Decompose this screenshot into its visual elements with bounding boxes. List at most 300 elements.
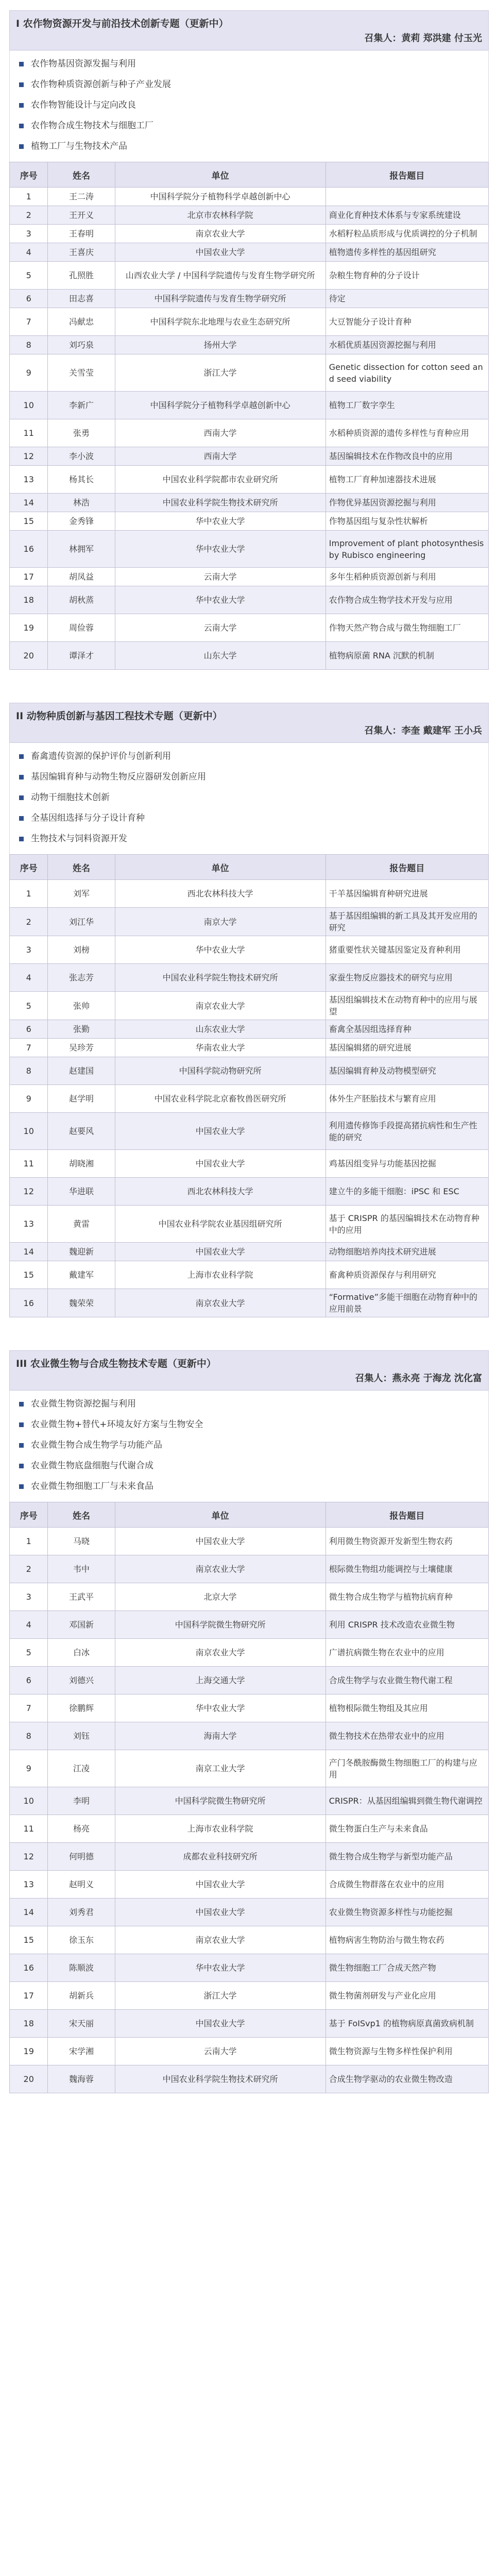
square-bullet-icon xyxy=(19,1464,24,1468)
square-bullet-icon xyxy=(19,62,24,66)
row-number: 13 xyxy=(10,1871,48,1899)
speaker-unit: 南京工业大学 xyxy=(115,1750,325,1787)
speaker-unit: 华中农业大学 xyxy=(115,1954,325,1982)
row-number: 8 xyxy=(10,336,48,354)
row-number: 4 xyxy=(10,1611,48,1639)
session-section xyxy=(9,10,489,670)
report-title: Improvement of plant photosynthesis by Rubisco engineering xyxy=(325,531,488,568)
speaker-name: 赵学明 xyxy=(48,1085,115,1113)
speaker-unit: 南京大学 xyxy=(115,908,325,936)
speaker-name: 宋天丽 xyxy=(48,2010,115,2038)
speaker-unit: 北京大学 xyxy=(115,1583,325,1611)
speaker-name: 王武平 xyxy=(48,1583,115,1611)
row-number: 13 xyxy=(10,1206,48,1243)
speaker-name: 戴建军 xyxy=(48,1261,115,1289)
report-title: 合成生物学驱动的农业微生物改造 xyxy=(325,2065,488,2093)
table-row xyxy=(10,1057,489,1085)
report-title: 植物工厂育种加速器技术进展 xyxy=(325,466,488,494)
square-bullet-icon xyxy=(19,1443,24,1448)
table-row xyxy=(10,1583,489,1611)
speaker-name: 张帅 xyxy=(48,992,115,1020)
section-convener: 召集人：黄莉 郑洪建 付玉光 xyxy=(364,33,482,44)
row-number: 6 xyxy=(10,290,48,308)
row-number: 15 xyxy=(10,1261,48,1289)
topic-text: 农业微生物资源挖掘与利用 xyxy=(31,1399,136,1409)
report-title: 动物细胞培养肉技术研究进展 xyxy=(325,1243,488,1261)
row-number: 1 xyxy=(10,880,48,908)
row-number: 11 xyxy=(10,1815,48,1843)
report-title: 微生物菌剂研发与产业化应用 xyxy=(325,1982,488,2010)
row-number: 5 xyxy=(10,992,48,1020)
row-number: 17 xyxy=(10,1982,48,2010)
table-row xyxy=(10,1871,489,1899)
speaker-name: 周俭蓉 xyxy=(48,614,115,642)
speaker-name: 吴珍芳 xyxy=(48,1039,115,1057)
table-row xyxy=(10,880,489,908)
table-row xyxy=(10,1750,489,1787)
speaker-name: 刘钰 xyxy=(48,1722,115,1750)
topic-text: 全基因组选择与分子设计育种 xyxy=(31,813,145,823)
header-number: 序号 xyxy=(10,1502,48,1528)
row-number: 1 xyxy=(10,188,48,206)
topic-list xyxy=(9,1391,489,1502)
table-row xyxy=(10,290,489,308)
speaker-unit: 南京农业大学 xyxy=(115,1289,325,1317)
speaker-unit: 华中农业大学 xyxy=(115,531,325,568)
report-title: 建立牛的多能干细胞：iPSC 和 ESC xyxy=(325,1178,488,1206)
speaker-unit: 中国农业科学院北京畜牧兽医研究所 xyxy=(115,1085,325,1113)
topic-item xyxy=(19,746,482,767)
topic-text: 畜禽遗传资源的保护评价与创新利用 xyxy=(31,751,171,761)
speaker-table xyxy=(9,1502,489,2093)
header-unit: 单位 xyxy=(115,855,325,880)
topic-item xyxy=(19,1394,482,1414)
row-number: 18 xyxy=(10,586,48,614)
topic-item xyxy=(19,1476,482,1497)
row-number: 16 xyxy=(10,1954,48,1982)
report-title: 猪重要性状关键基因鉴定及育种利用 xyxy=(325,936,488,964)
speaker-unit: 中国科学院遗传与发育生物学研究所 xyxy=(115,290,325,308)
report-title: 水稻种质资源的遗传多样性与育种应用 xyxy=(325,419,488,447)
table-row xyxy=(10,206,489,225)
table-row xyxy=(10,1667,489,1694)
table-row xyxy=(10,2038,489,2065)
report-title: 植物遗传多样性的基因组研究 xyxy=(325,243,488,262)
row-number: 2 xyxy=(10,206,48,225)
section-header xyxy=(9,703,489,743)
topic-item xyxy=(19,1455,482,1476)
row-number: 15 xyxy=(10,512,48,531)
report-title: 微生物合成生物学与新型功能产品 xyxy=(325,1843,488,1871)
row-number: 16 xyxy=(10,1289,48,1317)
header-name: 姓名 xyxy=(48,162,115,188)
table-row xyxy=(10,419,489,447)
row-number: 10 xyxy=(10,392,48,419)
topic-text: 农业微生物细胞工厂与未来食品 xyxy=(31,1481,153,1492)
row-number: 20 xyxy=(10,642,48,670)
table-row xyxy=(10,447,489,466)
row-number: 12 xyxy=(10,1178,48,1206)
report-title: 水稻籽粒品质形成与优质调控的分子机制 xyxy=(325,225,488,243)
table-row xyxy=(10,262,489,290)
row-number: 9 xyxy=(10,1750,48,1787)
row-number: 10 xyxy=(10,1113,48,1150)
table-header-row xyxy=(10,1502,489,1528)
section-title: I 农作物资源开发与前沿技术创新专题（更新中） xyxy=(16,18,229,29)
speaker-name: 魏迎新 xyxy=(48,1243,115,1261)
speaker-name: 杨亮 xyxy=(48,1815,115,1843)
report-title: 水稻优质基因资源挖掘与利用 xyxy=(325,336,488,354)
speaker-name: 王春明 xyxy=(48,225,115,243)
speaker-name: 刘榜 xyxy=(48,936,115,964)
speaker-name: 张勇 xyxy=(48,419,115,447)
report-title: 作物天然产物合成与微生物细胞工厂 xyxy=(325,614,488,642)
speaker-unit: 中国农业大学 xyxy=(115,1243,325,1261)
header-topic: 报告题目 xyxy=(325,162,488,188)
speaker-unit: 成都农业科技研究所 xyxy=(115,1843,325,1871)
row-number: 4 xyxy=(10,964,48,992)
speaker-table xyxy=(9,162,489,670)
row-number: 8 xyxy=(10,1057,48,1085)
report-title: 商业化育种技术体系与专家系统建设 xyxy=(325,206,488,225)
speaker-unit: 南京农业大学 xyxy=(115,992,325,1020)
row-number: 13 xyxy=(10,466,48,494)
row-number: 18 xyxy=(10,2010,48,2038)
row-number: 1 xyxy=(10,1528,48,1555)
speaker-unit: 中国科学院微生物研究所 xyxy=(115,1611,325,1639)
square-bullet-icon xyxy=(19,124,24,128)
report-title: 利用微生物资源开发新型生物农药 xyxy=(325,1528,488,1555)
table-row xyxy=(10,908,489,936)
speaker-unit: 西北农林科技大学 xyxy=(115,880,325,908)
row-number: 12 xyxy=(10,1843,48,1871)
speaker-unit: 华中农业大学 xyxy=(115,936,325,964)
speaker-unit: 山西农业大学 / 中国科学院遗传与发育生物学研究所 xyxy=(115,262,325,290)
table-row xyxy=(10,1206,489,1243)
speaker-name: 刘军 xyxy=(48,880,115,908)
section-title: II 动物种质创新与基因工程技术专题（更新中） xyxy=(16,710,222,722)
table-row xyxy=(10,1787,489,1815)
row-number: 3 xyxy=(10,936,48,964)
table-row xyxy=(10,1178,489,1206)
speaker-name: 李新广 xyxy=(48,392,115,419)
report-title: 基于 CRISPR 的基因编辑技术在动物育种中的应用 xyxy=(325,1206,488,1243)
speaker-name: 李明 xyxy=(48,1787,115,1815)
report-title: 干羊基因编辑育种研究进展 xyxy=(325,880,488,908)
report-title: 农业微生物资源多样性与功能挖掘 xyxy=(325,1899,488,1926)
square-bullet-icon xyxy=(19,754,24,759)
report-title: 杂粮生物育种的分子设计 xyxy=(325,262,488,290)
speaker-name: 杨其长 xyxy=(48,466,115,494)
speaker-name: 徐玉东 xyxy=(48,1926,115,1954)
table-row xyxy=(10,466,489,494)
speaker-unit: 中国科学院微生物研究所 xyxy=(115,1787,325,1815)
row-number: 9 xyxy=(10,1085,48,1113)
section-header xyxy=(9,1350,489,1391)
topic-text: 农作物基因资源发掘与利用 xyxy=(31,59,136,69)
topic-text: 生物技术与饲料资源开发 xyxy=(31,834,127,844)
topic-item xyxy=(19,1414,482,1435)
topic-item xyxy=(19,74,482,95)
table-row xyxy=(10,494,489,512)
row-number: 5 xyxy=(10,1639,48,1667)
topic-item xyxy=(19,95,482,115)
row-number: 3 xyxy=(10,1583,48,1611)
report-title: 微生物资源与生物多样性保护利用 xyxy=(325,2038,488,2065)
report-title: 微生物细胞工厂合成天然产物 xyxy=(325,1954,488,1982)
speaker-unit: 中国农业大学 xyxy=(115,1899,325,1926)
table-row xyxy=(10,243,489,262)
table-row xyxy=(10,936,489,964)
speaker-unit: 中国科学院东北地理与农业生态研究所 xyxy=(115,308,325,336)
table-row xyxy=(10,586,489,614)
table-header-row xyxy=(10,855,489,880)
header-unit: 单位 xyxy=(115,162,325,188)
speaker-name: 林浩 xyxy=(48,494,115,512)
topic-text: 农业微生物底盘细胞与代谢合成 xyxy=(31,1461,153,1471)
row-number: 2 xyxy=(10,1555,48,1583)
speaker-name: 白冰 xyxy=(48,1639,115,1667)
table-row xyxy=(10,1843,489,1871)
speaker-unit: 南京农业大学 xyxy=(115,1926,325,1954)
speaker-name: 刘秀君 xyxy=(48,1899,115,1926)
speaker-table xyxy=(9,854,489,1317)
section-convener: 召集人：李奎 戴建军 王小兵 xyxy=(364,725,482,736)
report-title: 微生物合成生物学与植物抗病育种 xyxy=(325,1583,488,1611)
topic-text: 农作物智能设计与定向改良 xyxy=(31,100,136,110)
topic-item xyxy=(19,54,482,74)
table-row xyxy=(10,1815,489,1843)
row-number: 6 xyxy=(10,1667,48,1694)
report-title: 植物根际微生物组及其应用 xyxy=(325,1694,488,1722)
section-header xyxy=(9,10,489,50)
table-row xyxy=(10,1611,489,1639)
speaker-name: 黄雷 xyxy=(48,1206,115,1243)
row-number: 3 xyxy=(10,225,48,243)
report-title: 植物病原菌 RNA 沉默的机制 xyxy=(325,642,488,670)
row-number: 15 xyxy=(10,1926,48,1954)
square-bullet-icon xyxy=(19,144,24,149)
table-row xyxy=(10,1243,489,1261)
table-row xyxy=(10,1694,489,1722)
speaker-unit: 华中农业大学 xyxy=(115,586,325,614)
speaker-name: 赵要风 xyxy=(48,1113,115,1150)
report-title: 作物基因组与复杂性状解析 xyxy=(325,512,488,531)
speaker-unit: 海南大学 xyxy=(115,1722,325,1750)
row-number: 20 xyxy=(10,2065,48,2093)
speaker-unit: 华中农业大学 xyxy=(115,1694,325,1722)
speaker-unit: 云南大学 xyxy=(115,568,325,586)
report-title: 家蚕生物反应器技术的研究与应用 xyxy=(325,964,488,992)
speaker-name: 韦中 xyxy=(48,1555,115,1583)
topic-item xyxy=(19,136,482,157)
speaker-name: 张志芳 xyxy=(48,964,115,992)
speaker-name: 关雪莹 xyxy=(48,354,115,392)
topic-item xyxy=(19,808,482,828)
square-bullet-icon xyxy=(19,103,24,108)
header-topic: 报告题目 xyxy=(325,1502,488,1528)
table-row xyxy=(10,992,489,1020)
speaker-unit: 西南大学 xyxy=(115,447,325,466)
row-number: 4 xyxy=(10,243,48,262)
report-title: 合成微生物群落在农业中的应用 xyxy=(325,1871,488,1899)
speaker-unit: 浙江大学 xyxy=(115,1982,325,2010)
speaker-name: 胡凤益 xyxy=(48,568,115,586)
speaker-unit: 中国农业大学 xyxy=(115,1528,325,1555)
speaker-name: 王开义 xyxy=(48,206,115,225)
square-bullet-icon xyxy=(19,837,24,841)
report-title: CRISPR：从基因组编辑到微生物代谢调控 xyxy=(325,1787,488,1815)
speaker-unit: 华南农业大学 xyxy=(115,1039,325,1057)
table-row xyxy=(10,1982,489,2010)
table-row xyxy=(10,1039,489,1057)
session-section xyxy=(9,1350,489,2093)
table-row xyxy=(10,614,489,642)
row-number: 11 xyxy=(10,1150,48,1178)
topic-text: 动物干细胞技术创新 xyxy=(31,792,110,803)
report-title: 植物病害生物防治与微生物农药 xyxy=(325,1926,488,1954)
speaker-name: 李小波 xyxy=(48,447,115,466)
row-number: 14 xyxy=(10,1243,48,1261)
speaker-unit: 扬州大学 xyxy=(115,336,325,354)
report-title: Genetic dissection for cotton seed and seed viability xyxy=(325,354,488,392)
report-title: 基于 FoISvp1 的植物病原真菌致病机制 xyxy=(325,2010,488,2038)
speaker-unit: 中国农业大学 xyxy=(115,243,325,262)
speaker-name: 王喜庆 xyxy=(48,243,115,262)
speaker-name: 孔照胜 xyxy=(48,262,115,290)
report-title: 产门冬酰胺酶微生物细胞工厂的构建与应用 xyxy=(325,1750,488,1787)
speaker-unit: 云南大学 xyxy=(115,2038,325,2065)
speaker-name: 邓国新 xyxy=(48,1611,115,1639)
topic-text: 农作物合成生物技术与细胞工厂 xyxy=(31,121,153,131)
speaker-name: 魏海蓉 xyxy=(48,2065,115,2093)
speaker-name: 张勤 xyxy=(48,1020,115,1039)
speaker-unit: 上海市农业科学院 xyxy=(115,1815,325,1843)
table-row xyxy=(10,1555,489,1583)
speaker-name: 金秀锋 xyxy=(48,512,115,531)
speaker-unit: 中国农业大学 xyxy=(115,1871,325,1899)
speaker-unit: 山东农业大学 xyxy=(115,1020,325,1039)
table-row xyxy=(10,308,489,336)
report-title xyxy=(325,188,488,206)
topic-item xyxy=(19,767,482,787)
speaker-name: 赵建国 xyxy=(48,1057,115,1085)
report-title: 基于基因组编辑的新工具及其开发应用的研究 xyxy=(325,908,488,936)
speaker-unit: 中国农业科学院都市农业研究所 xyxy=(115,466,325,494)
speaker-name: 胡新兵 xyxy=(48,1982,115,2010)
speaker-name: 赵明义 xyxy=(48,1871,115,1899)
row-number: 11 xyxy=(10,419,48,447)
topic-text: 农作物种质资源创新与种子产业发展 xyxy=(31,79,171,90)
speaker-name: 魏荣荣 xyxy=(48,1289,115,1317)
square-bullet-icon xyxy=(19,1422,24,1427)
speaker-name: 林拥军 xyxy=(48,531,115,568)
table-header-row xyxy=(10,162,489,188)
speaker-name: 何明德 xyxy=(48,1843,115,1871)
square-bullet-icon xyxy=(19,816,24,821)
speaker-unit: 中国农业科学院生物技术研究所 xyxy=(115,2065,325,2093)
speaker-unit: 山东大学 xyxy=(115,642,325,670)
row-number: 10 xyxy=(10,1787,48,1815)
speaker-unit: 北京市农林科学院 xyxy=(115,206,325,225)
speaker-unit: 中国农业大学 xyxy=(115,1113,325,1150)
speaker-name: 马晓 xyxy=(48,1528,115,1555)
table-row xyxy=(10,1289,489,1317)
speaker-unit: 云南大学 xyxy=(115,614,325,642)
table-row xyxy=(10,1150,489,1178)
table-row xyxy=(10,1113,489,1150)
speaker-name: 徐鹏辉 xyxy=(48,1694,115,1722)
table-row xyxy=(10,1085,489,1113)
header-name: 姓名 xyxy=(48,855,115,880)
speaker-unit: 浙江大学 xyxy=(115,354,325,392)
row-number: 2 xyxy=(10,908,48,936)
report-title: 基因编辑技术在作物改良中的应用 xyxy=(325,447,488,466)
table-row xyxy=(10,188,489,206)
row-number: 12 xyxy=(10,447,48,466)
speaker-unit: 南京农业大学 xyxy=(115,225,325,243)
speaker-name: 冯献忠 xyxy=(48,308,115,336)
report-title: 利用遗传修饰手段提高猪抗病性和生产性能的研究 xyxy=(325,1113,488,1150)
row-number: 17 xyxy=(10,568,48,586)
table-row xyxy=(10,392,489,419)
report-title: 基因编辑猪的研究进展 xyxy=(325,1039,488,1057)
speaker-name: 刘德兴 xyxy=(48,1667,115,1694)
session-section xyxy=(9,703,489,1317)
table-row xyxy=(10,642,489,670)
report-title: 鸡基因组变异与功能基因挖掘 xyxy=(325,1150,488,1178)
speaker-unit: 中国科学院动物研究所 xyxy=(115,1057,325,1085)
table-row xyxy=(10,1899,489,1926)
speaker-unit: 中国科学院分子植物科学卓越创新中心 xyxy=(115,188,325,206)
speaker-name: 王二涛 xyxy=(48,188,115,206)
table-row xyxy=(10,1020,489,1039)
row-number: 9 xyxy=(10,354,48,392)
speaker-unit: 上海交通大学 xyxy=(115,1667,325,1694)
report-title: 作物优异基因资源挖掘与利用 xyxy=(325,494,488,512)
row-number: 16 xyxy=(10,531,48,568)
square-bullet-icon xyxy=(19,1402,24,1406)
report-title: 基因编辑育种及动物模型研究 xyxy=(325,1057,488,1085)
report-title: 农作物合成生物学技术开发与应用 xyxy=(325,586,488,614)
header-topic: 报告题目 xyxy=(325,855,488,880)
sections-container xyxy=(0,10,498,2106)
row-number: 6 xyxy=(10,1020,48,1039)
speaker-unit: 中国农业科学院生物技术研究所 xyxy=(115,494,325,512)
speaker-unit: 中国农业科学院生物技术研究所 xyxy=(115,964,325,992)
report-title: 根际微生物组功能调控与土壤健康 xyxy=(325,1555,488,1583)
table-row xyxy=(10,1954,489,1982)
square-bullet-icon xyxy=(19,1484,24,1489)
square-bullet-icon xyxy=(19,795,24,800)
topic-text: 植物工厂与生物技术产品 xyxy=(31,141,127,151)
report-title: 植物工厂数字孪生 xyxy=(325,392,488,419)
speaker-unit: 中国农业大学 xyxy=(115,2010,325,2038)
table-row xyxy=(10,964,489,992)
topic-list xyxy=(9,50,489,162)
header-unit: 单位 xyxy=(115,1502,325,1528)
table-row xyxy=(10,568,489,586)
speaker-unit: 中国科学院分子植物科学卓越创新中心 xyxy=(115,392,325,419)
report-title: 基因组编辑技术在动物育种中的应用与展望 xyxy=(325,992,488,1020)
square-bullet-icon xyxy=(19,775,24,779)
table-row xyxy=(10,512,489,531)
table-row xyxy=(10,1261,489,1289)
row-number: 7 xyxy=(10,1694,48,1722)
speaker-name: 江凌 xyxy=(48,1750,115,1787)
speaker-unit: 南京农业大学 xyxy=(115,1639,325,1667)
report-title: 待定 xyxy=(325,290,488,308)
